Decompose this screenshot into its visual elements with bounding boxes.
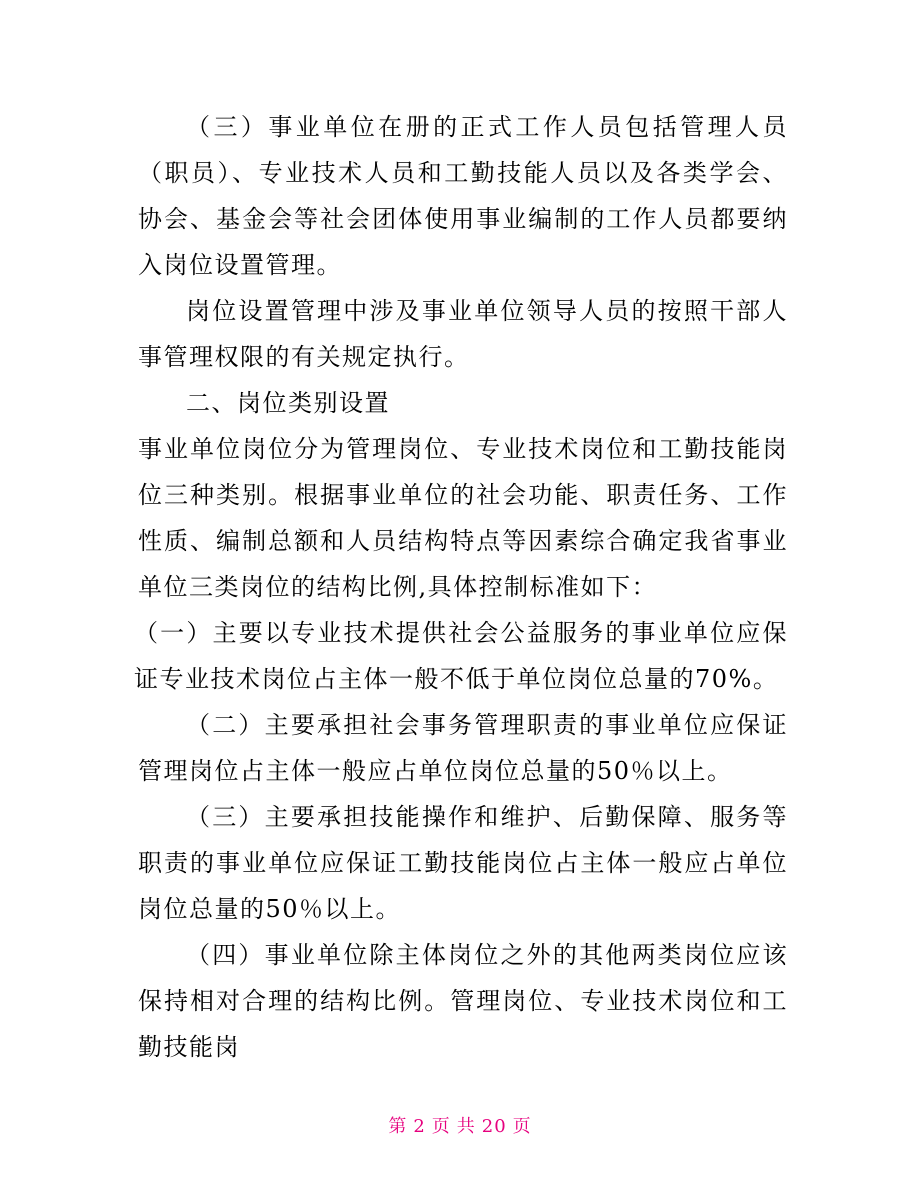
paragraph-6: （二）主要承担社会事务管理职责的事业单位应保证管理岗位占主体一般应占单位岗位总量的50％以上。 <box>138 711 788 785</box>
paragraph-8: （四）事业单位除主体岗位之外的其他两类岗位应该保持相对合理的结构比例。管理岗位、专业技术岗位和工勤技能岗 <box>138 941 788 1061</box>
document-body <box>134 104 788 1070</box>
paragraph-7: （三）主要承担技能操作和维护、后勤保障、服务等职责的事业单位应保证工勤技能岗位占主体一般应占单位岗位总量的50％以上。 <box>138 803 788 923</box>
footer-label-ye: 页 <box>431 1116 451 1137</box>
footer-total-pages: 20 <box>481 1116 507 1137</box>
paragraph-2: 岗位设置管理中涉及事业单位领导人员的按照干部人事管理权限的有关规定执行。 <box>138 297 788 371</box>
footer-label-ye-2: 页 <box>512 1116 532 1137</box>
page-footer <box>0 1112 920 1138</box>
paragraph-1: （三）事业单位在册的正式工作人员包括管理人员（职员）、专业技术人员和工勤技能人员以及各类学会、协会、基金会等社会团体使用事业编制的工作人员都要纳入岗位设置管理。 <box>138 113 788 279</box>
footer-current-page: 2 <box>413 1116 426 1137</box>
section-heading: 二、岗位类别设置 <box>186 389 390 417</box>
paragraph-5: （一）主要以专业技术提供社会公益服务的事业单位应保证专业技术岗位占主体一般不低于单位岗位总量的70%。 <box>134 619 788 693</box>
footer-label-gong: 共 <box>456 1116 476 1137</box>
footer-label-di: 第 <box>388 1116 408 1137</box>
paragraph-4: 事业单位岗位分为管理岗位、专业技术岗位和工勤技能岗位三种类别。根据事业单位的社会功能、职责任务、工作性质、编制总额和人员结构特点等因素综合确定我省事业单位三类岗位的结构比例,具体控制标准如下： <box>138 435 788 601</box>
